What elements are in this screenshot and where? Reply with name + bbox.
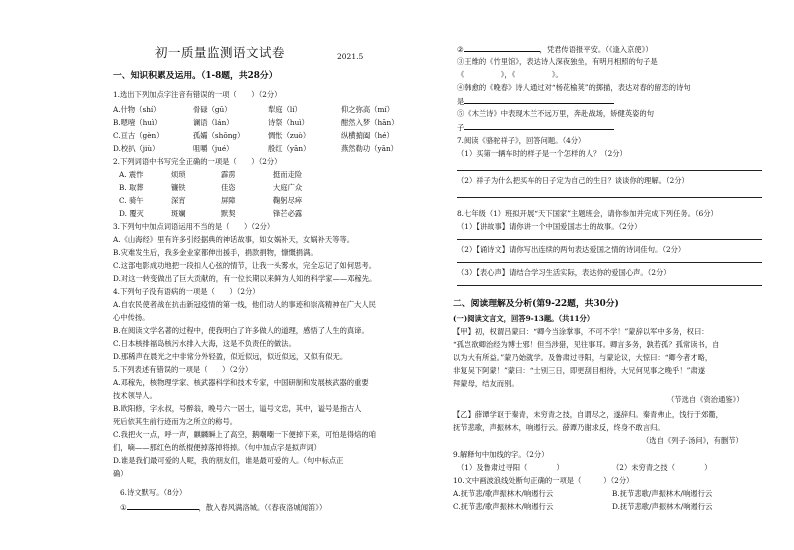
q5-option-c-cont: 们，嘀——那红色的纸棍便掉落掉将掉。（句中加点字是拟声词） xyxy=(113,443,321,452)
yi-line-1: 【乙】薛谭学讴于秦青，未穷青之技，自谓尽之，遂辞归。秦青弗止，饯行于郊衢， xyxy=(453,410,723,419)
q8-sub3: （3）【表心声】请结合学习生活实际，表达你的爱国心声。（2分） xyxy=(457,268,671,277)
q5-option-b-cont: 死后依其生前行迹而为之所立的称号。 xyxy=(113,417,238,426)
q9-sub1: （1）及鲁肃过寻阳（ ） xyxy=(457,463,564,472)
yi-source: （选自《列子·汤问》，有删节） xyxy=(642,436,743,445)
q6-item5: ⑤《木兰诗》中表现木兰不远万里，奔赴战场，矫健英姿的句 xyxy=(457,109,655,118)
q6-item5-cont: 子 xyxy=(457,122,614,132)
jia-line-3: 以为大有所益。”蒙乃始就学。及鲁肃过寻阳，与蒙论议，大惊曰：“卿今者才略， xyxy=(453,353,713,362)
q10-option-a: A.抚节悲/歌声振林木/响遏行云 xyxy=(453,489,554,498)
q7-answer-line-1[interactable] xyxy=(457,170,762,171)
exam-date: 2021.5 xyxy=(337,52,364,61)
q6-blank-1[interactable] xyxy=(127,502,199,510)
q10-option-c: C.抚节悲/歌声振林木/响遏行云 xyxy=(453,502,554,511)
q1-stem: 1.选出下列加点字注音有错误的一项（ ）（2分） xyxy=(113,90,282,99)
q8-answer-line-3[interactable] xyxy=(457,285,762,286)
q8-answer-line-1[interactable] xyxy=(457,239,762,240)
q9-stem: 9.解释句中加线的字。（2分） xyxy=(453,450,549,459)
q6-blank-2[interactable] xyxy=(464,44,540,52)
q6-stem: 6.诗文默写。（8分） xyxy=(120,488,187,497)
q6-item4-cont: 是 xyxy=(457,96,614,106)
q4-option-b: B.在阅读文学名著的过程中，使我明白了许多做人的道理，感悟了人生的真谛。 xyxy=(113,326,369,335)
q10-option-d: D.抚节悲歌/声振林木/响遏行云 xyxy=(612,502,713,511)
q4-option-c: C.日本核排福岛核污水排入大海，这是不负责任的做法。 xyxy=(113,339,296,348)
q6-item2: ② ，凭君传语报平安。（《逢入京使》） xyxy=(457,45,653,54)
q3-option-a: A.《山海经》里有许多引经据典的神话故事，如女娲补天，女娲补天等等。 xyxy=(113,235,355,244)
q6-item1: ① ，散入春风满洛城。（《春夜洛城闻笛》） xyxy=(120,503,327,512)
q7-sub1: （1）买第一辆车时的样子是一个怎样的人？（2分） xyxy=(457,149,627,158)
q5-option-d: D.谁是我们最可爱的人呢，我的朋友们，谁是最可爱的人。（句中标点正 xyxy=(113,456,344,465)
q3-option-b: B.灾难发生后，我多金业家都伸出援手，捐款捐物，慷慨捐满。 xyxy=(113,248,318,257)
q5-option-c: C.我把火一点，呼一声，麒麟瞬上了高空，鹅嘲嘲一下便掉下来，可怕是得焙的咱 xyxy=(113,430,377,439)
q5-option-a: A.邓稼先，核物理学家、核武器科学和技术专家，中国研制和发展核武器的重要 xyxy=(113,378,369,387)
jia-line-1: 【甲】初，权谓吕蒙曰：“卿今当涂掌事，不可不学！”蒙辞以军中多务，权曰： xyxy=(453,327,709,336)
yi-line-2: 抚节悲歌，声振林木，响遏行云。薛谭乃谢求反，终身不敢言归。 xyxy=(453,423,665,432)
q4-stem: 4.下列句子没有语病的一项是（ ）（2分） xyxy=(113,287,260,296)
q10-option-b: B.抚节悲歌/声振林木/响遏行云 xyxy=(612,489,713,498)
partA-heading: (一)阅读文言文，回答9-13题。（共11分） xyxy=(453,314,595,323)
q5-option-d-cont: 确） xyxy=(113,469,128,478)
q7-answer-line-2[interactable] xyxy=(457,197,762,198)
jia-line-2: “孤岂欲卿治经为博士邪！但当涉猎，见往事耳。卿言多务，孰若孤？孤常读书，自 xyxy=(453,340,720,349)
q9-sub2: （2）未穷青之技（ ） xyxy=(612,463,712,472)
q7-stem: 7.阅读《骆驼祥子》，回答问题。（4分） xyxy=(457,136,586,145)
q6-item3: ③王维的《竹里馆》，表达诗人深夜独坐，有明月相照的句子是 xyxy=(457,57,658,66)
jia-line-5: 拜蒙母，结友而别。 xyxy=(453,379,519,388)
q8-answer-line-2[interactable] xyxy=(457,262,762,263)
q4-option-a: A.自农民使者战在抗击新冠疫情的第一线，他们动人的事迹和崇高精神在广大人民 xyxy=(113,300,376,309)
q8-stem: 8.七年级（1）班拟开展“天下国家”主题班会，请你参加并完成下列任务。（6分） xyxy=(457,209,718,218)
q3-option-c: C.这部电影成功地把一段扣人心弦的情节，让我一头雾水，完全忘记了如何思考。 xyxy=(113,261,377,270)
page-title: 初一质量监测语文试卷 xyxy=(155,45,286,60)
q5-option-a-cont: 技术领导人。 xyxy=(113,391,157,400)
q7-sub2: （2）祥子为什么把买车的日子定为自己的生日？谈谈你的理解。（2分） xyxy=(457,176,689,185)
jia-line-4: 非复吴下阿蒙！”蒙曰：“士别三日，即更刮目相待，大兄何见事之晚乎！”肃遂 xyxy=(453,366,705,375)
section2-heading: 二、阅读理解及分析(第9-22题，共30分) xyxy=(453,299,619,309)
q4-option-d: D.那稀声在晨光之中非常分外轻盈，似近似远，似近似远，又似有似无。 xyxy=(113,352,348,361)
q6-blank-5[interactable] xyxy=(464,122,614,130)
q6-blank-4[interactable] xyxy=(464,96,614,104)
jia-source: （节选自《资治通鉴》） xyxy=(667,395,744,404)
q3-stem: 3.下列句中加点词语运用不当的是（ ）（2分） xyxy=(113,222,275,231)
section1-heading: 一、知识积累及运用。（1-8题，共28分） xyxy=(113,71,278,81)
q3-option-d: D.对这一转变做出了巨大贡献的，有一位长期以来鲜为人知的科学家——邓稼先。 xyxy=(113,274,377,283)
exam-page: 初一质量监测语文试卷 2021.5 一、知识积累及运用。（1-8题，共28分） 1.选出下列加点字注音有错误的一项（ ）（2分） A.什物（shí） 骨碌（gū） 犁庭（lí） 仰之弥高（mí） B.嗯噎（huì） 谰语（lán） 诗祭（huì） 酣然入梦（hān） C.亘古（gèn） 孤孀（shōng） 惆怅（zuò） 纵横掮阖（hé） D.校扒（jiù） 咀嚼（jué） 殷红（yān） 燕然勒功（yān） 2.下列词语中书写完全正确的一项是（ ）（2分） A. 震怍 烦琐 霹雳 挺而走险 B. 取葬 镰铁 佳恣 大庭广众 C. 骑午 深宵 屏障 鞠躬尽瘁 D. 覆灭 斑斓 默契 锋芒必露 3.下列句中加点词语运用不当的是（ ）（2分） A.《山海经》里有许多引经据典的神话故事，如女娲补天，女娲补天等等。 B.灾难发生后，我多金业家都伸出援手，捐款捐物，慷慨捐满。 C.这部电影成功地把一段扣人心弦的情节，让我一头雾水，完全忘记了如何思考。 D.对这一转变做出了巨大贡献的，有一位长期以来鲜为人知的科学家——邓稼先。 4.下列句子没有语病的一项是（ ）（2分） A.自农民使者战在抗击新冠疫情的第一线，他们动人的事迹和崇高精神在广大人民 心中传扬。 B.在阅读文学名著的过程中，使我明白了许多做人的道理，感悟了人生的真谛。 C.日本核排福岛核污水排入大海，这是不负责任的做法。 D.那稀声在晨光之中非常分外轻盈，似近似远，似近似远，又似有似无。 5.下列表述有错误的一项是（ ）（2分） A.邓稼先，核物理学家、核武器科学和技术专家，中国研制和发展核武器的重要 技术领导人。 B.欧阳修，字永叔，号醉翁，晚号六一居士，谥号文忠，其中，谥号是指古人 死后依其生前行迹而为之所立的称号。 C.我把火一点，呼一声，麒麟瞬上了高空，鹅嘲嘲一下便掉下来，可怕是得焙的咱 们，嘀——那红色的纸棍便掉落掉将掉。（句中加点字是拟声词） D.谁是我们最可爱的人呢，我的朋友们，谁是最可爱的人。（句中标点正 确） 6.诗文默写。（8分） ① ，散入春风满洛城。（《春夜洛城闻笛》） ② ，凭君传语报平安。（《逢入京使》） ③王维的《竹里馆》，表达诗人深夜独坐，有明月相照的句子是 《 》，《 》。 ④韩愈的《晚春》诗人通过对“杨花榆荚”的掷描，表达对春的留恋的诗句 是 ⑤《木兰诗》中表现木兰不远万里，奔赴战场，矫健英姿的句 子 7.阅读《骆驼祥子》，回答问题。（4分） （1）买第一辆车时的样子是一个怎样的人？（2分） （2）祥子为什么把买车的日子定为自己的生日？谈谈你的理解。（2分） 8.七年级（1）班拟开展“天下国家”主题班会，请你参加并完成下列任务。（6分） （1）【讲故事】请你讲一个中国爱国志士的故事。（2分） （2）【诵诗文】请你写出连续的两句表达爱国之情的诗词佳句。（2分） （3）【表心声】请结合学习生活实际，表达你的爱国心声。（2分） 二、阅读理解及分析(第9-22题，共30分) (一)阅读文言文，回答9-13题。（共11分） 【甲】初，权谓吕蒙曰：“卿今当涂掌事，不可不学！”蒙辞以军中多务，权曰： “孤岂欲卿治经为博士邪！但当涉猎，见往事耳。卿言多务，孰若孤？孤常读书，自 以为大有所益。”蒙乃始就学。及鲁肃过寻阳，与蒙论议，大惊曰：“卿今者才略， 非复吴下阿蒙！”蒙曰：“士别三日，即更刮目相待，大兄何见事之晚乎！”肃遂 拜蒙母，结友而别。 （节选自《资治通鉴》） 【乙】薛谭学讴于秦青，未穷青之技，自谓尽之，遂辞归。秦青弗止，饯行于郊衢， 抚节悲歌，声振林木，响遏行云。薛谭乃谢求反，终身不敢言归。 （选自《列子·汤问》，有删节） 9.解释句中加线的字。（2分） （1）及鲁肃过寻阳（ ） （2）未穷青之技（ ） 10.文中画波浪线处断句正确的一项是（ ）（2分） A.抚节悲/歌声振林木/响遏行云 B.抚节悲歌/声振林木/响遏行云 C.抚节悲/歌声振林木/响遏行云 D.抚节悲歌/声振林木/响遏行云 xyxy=(0,0,794,550)
q2-stem: 2.下列词语中书写完全正确的一项是（ ）（2分） xyxy=(113,157,282,166)
q5-stem: 5.下列表述有错误的一项是（ ）（2分） xyxy=(113,365,253,374)
q8-sub1: （1）【讲故事】请你讲一个中国爱国志士的故事。（2分） xyxy=(457,222,642,231)
q10-stem: 10.文中画波浪线处断句正确的一项是（ ）（2分） xyxy=(453,476,634,485)
q8-sub2: （2）【诵诗文】请你写出连续的两句表达爱国之情的诗词佳句。（2分） xyxy=(457,245,686,254)
q4-option-a-cont: 心中传扬。 xyxy=(113,313,150,322)
q6-item4: ④韩愈的《晚春》诗人通过对“杨花榆荚”的掷描，表达对春的留恋的诗句 xyxy=(457,83,691,92)
q5-option-b: B.欧阳修，字永叔，号醉翁，晚号六一居士，谥号文忠，其中，谥号是指古人 xyxy=(113,404,362,413)
q6-item3-cont[interactable]: 《 》，《 》。 xyxy=(457,70,563,79)
